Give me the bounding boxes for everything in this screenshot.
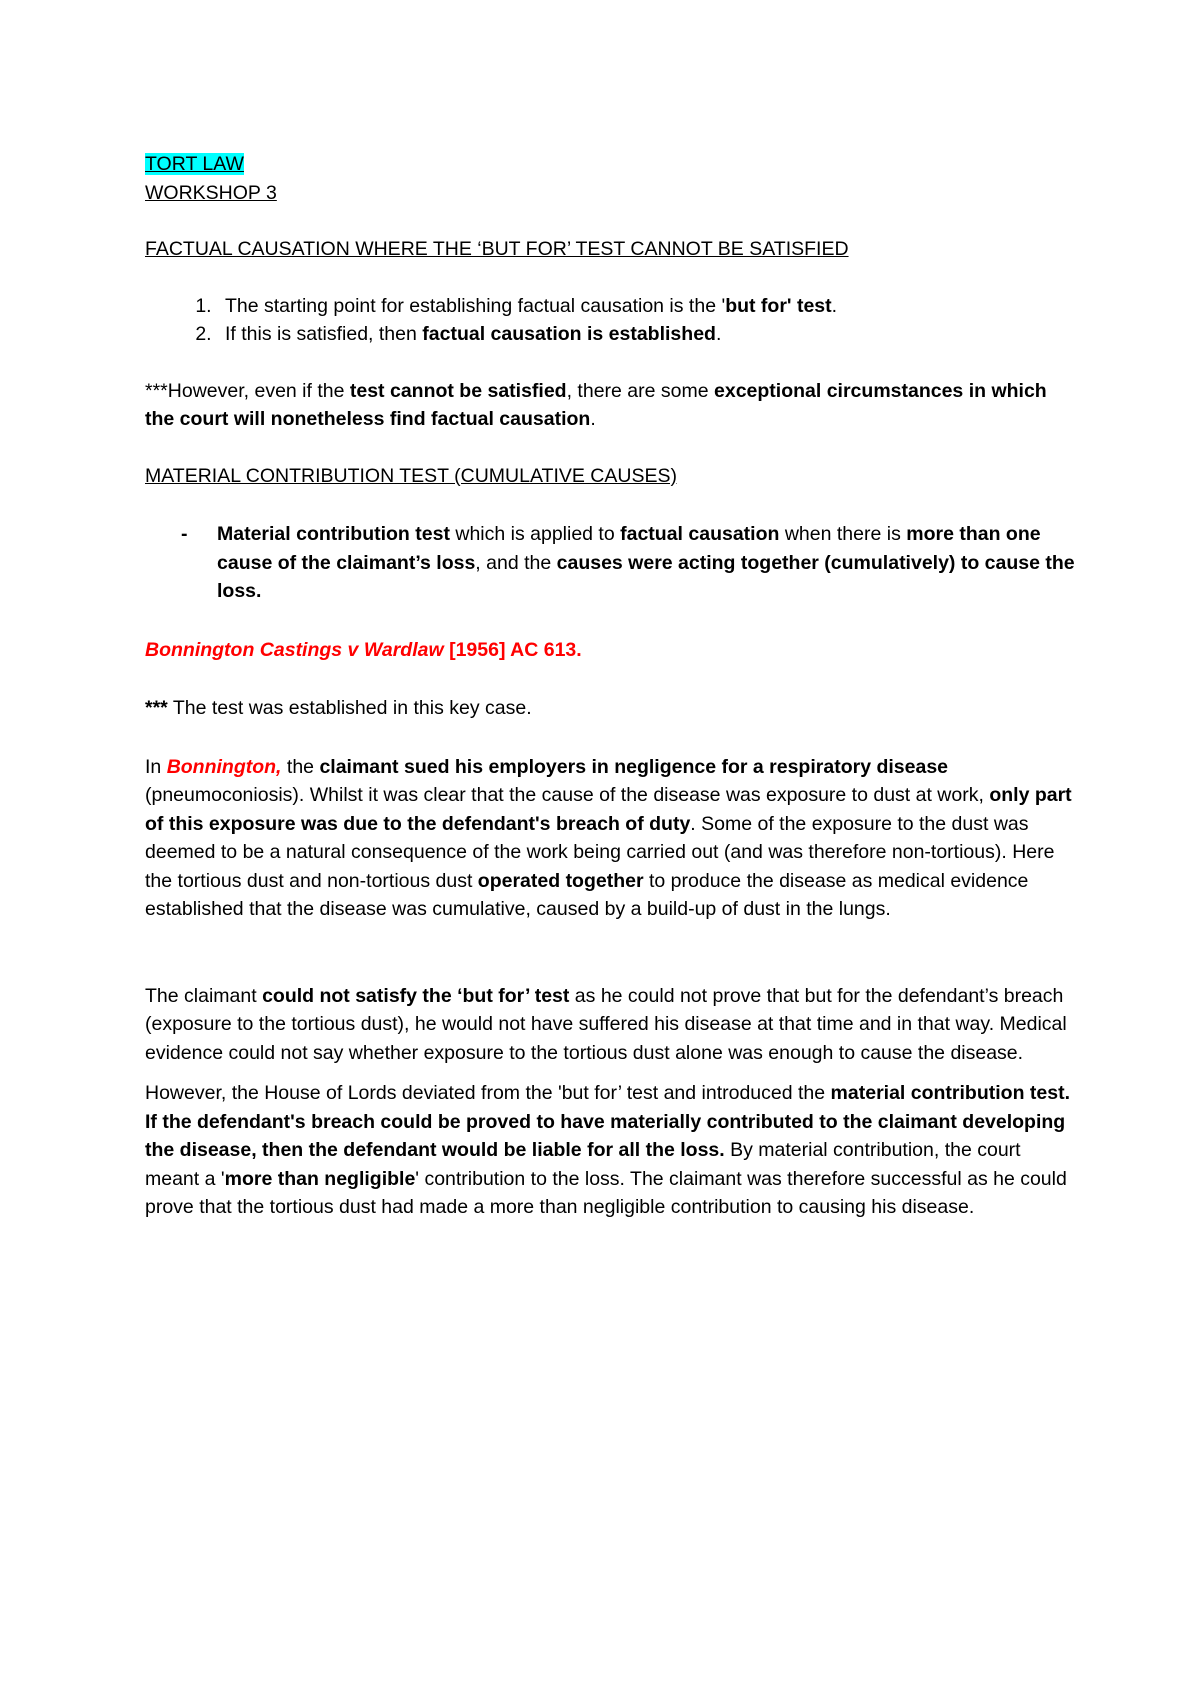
list-item [217, 292, 1080, 321]
stars: *** [145, 697, 168, 719]
bold-run: more than one cause of the claimant’s loss [217, 523, 1041, 574]
list-item-text: The starting point for establishing factual causation is the ' [225, 294, 726, 317]
bold-run: only part of this exposure was due to the defendant's breach of duty [145, 784, 1072, 835]
section-heading-text: FACTUAL CAUSATION WHERE THE ‘BUT FOR’ TEST CANNOT BE SATISFIED [145, 238, 849, 260]
mc-heading [145, 462, 1080, 491]
list-item-end: . [831, 294, 838, 317]
note-text: The test was established in this key case. [167, 697, 532, 719]
bold-run: more than negligible [224, 1167, 416, 1190]
numbered-list [145, 292, 1080, 349]
bold-run: factual causation [620, 523, 780, 545]
bullet-dash: - [181, 523, 188, 545]
exception-paragraph [145, 377, 1080, 434]
text-run: (pneumoconiosis). Whilst it was clear that the cause of the disease was exposure to dust at work, [145, 784, 990, 806]
bold-run: Material contribution test [217, 523, 450, 545]
text-run: , and the [475, 551, 557, 574]
text-run: However, the House of Lords deviated from the 'but for’ test and introduced the [145, 1082, 831, 1104]
case-name: Bonnington Castings v Wardlaw [145, 638, 444, 661]
exception-bold: exceptional circumstances in which the court will nonetheless find factual causation [145, 379, 1047, 430]
bold-run: claimant sued his employers in negligence for a respiratory disease [319, 755, 949, 778]
text-run: the [281, 755, 320, 778]
case-ref: Bonnington, [166, 755, 282, 778]
text-run: as he could not prove that but for the defendant’s breach (exposure to the tortious dust), he would not have suffered his disease at that time and in that way. Medical evidence could not say whether exposure to the tortious dust alone was enough to cause the disease. [145, 984, 1067, 1064]
text-run: ' contribution to the loss. The claimant was therefore successful as he could prove that the tortious dust had made a more than negligible contribution to causing his disease. [145, 1167, 1067, 1218]
workshop-label [145, 179, 1080, 208]
exception-text: . [590, 408, 596, 430]
bold-run: could not satisfy the ‘but for’ test [262, 984, 570, 1007]
bold-run: material contribution test. If the defendant's breach could be proved to have materially contributed to the claimant developing the disease, then the defendant would be liable for all the loss. [145, 1082, 1070, 1161]
mc-heading-text: MATERIAL CONTRIBUTION TEST (CUMULATIVE CAUSES) [145, 464, 677, 487]
bold-run: causes were acting together (cumulatively) to cause the loss. [217, 551, 1075, 602]
text-run: In [145, 755, 167, 778]
workshop-label-text: WORKSHOP 3 [145, 181, 277, 204]
key-case-note [145, 694, 1080, 723]
exception-bold: test cannot be satisfied [349, 379, 567, 402]
list-item-bold: factual causation is established [422, 323, 716, 345]
case-reference: [1956] AC 613. [443, 638, 582, 661]
doc-title [145, 150, 1080, 179]
exception-text: , there are some [566, 379, 714, 402]
text-run: when there is [779, 523, 907, 545]
list-item-end: . [715, 323, 722, 345]
text-run: to produce the disease as medical evidence established that the disease was cumulative, caused by a build-up of dust in the lungs. [145, 869, 1029, 920]
section-heading [145, 235, 1080, 264]
list-item [217, 320, 1080, 349]
list-item-text: If this is satisfied, then [225, 323, 423, 345]
doc-title-text: TORT LAW [145, 153, 244, 175]
list-item-bold: but for' test [725, 294, 832, 317]
text-run: By material contribution, the court meant a ' [145, 1139, 1021, 1190]
mc-bullet-text [217, 520, 1080, 606]
lords-paragraph [145, 1079, 1080, 1222]
case-citation [145, 636, 1080, 665]
bold-run: operated together [477, 869, 644, 892]
mc-bullet [145, 520, 1080, 606]
exception-text: ***However, even if the [145, 379, 350, 402]
text-run: The claimant [145, 984, 263, 1007]
text-run: . Some of the exposure to the dust was deemed to be a natural consequence of the work being carried out (and was therefore non-tortious). Here the tortious dust and non-tortious dust [145, 812, 1055, 892]
facts-paragraph [145, 753, 1080, 924]
text-run: which is applied to [449, 523, 621, 545]
butfor-paragraph [145, 982, 1080, 1068]
